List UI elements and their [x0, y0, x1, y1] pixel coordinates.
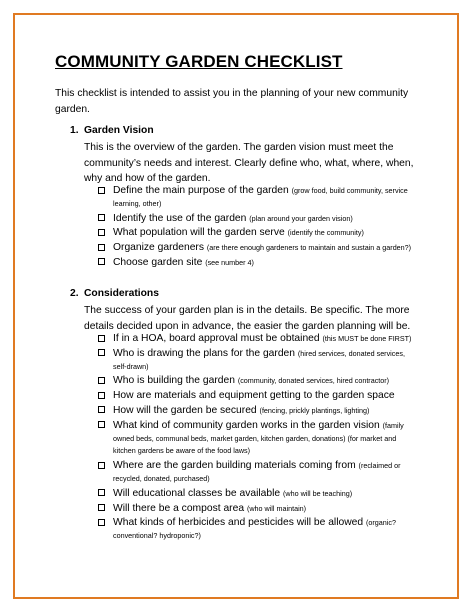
checkbox-icon[interactable] [98, 462, 105, 469]
item-note: (organic? conventional? hydroponic?) [113, 518, 396, 541]
checklist-item [98, 348, 418, 374]
item-text: Where are the garden building materials coming from [113, 460, 356, 472]
checklist-item [98, 375, 418, 388]
checkbox-icon[interactable] [98, 214, 105, 221]
checklist-item [98, 460, 418, 486]
item-text: Choose garden site [113, 256, 203, 268]
item-text: If in a HOA, board approval must be obtained [113, 333, 320, 344]
item-text: Organize gardeners [113, 242, 205, 254]
section-heading-considerations [70, 288, 159, 299]
checklist-item [98, 242, 418, 255]
item-note: (hired services, donated services, self-drawn) [113, 348, 405, 371]
checkbox-icon[interactable] [98, 519, 105, 526]
item-text: Will educational classes be available [113, 487, 281, 499]
checkbox-icon[interactable] [98, 349, 105, 356]
checklist-item [98, 488, 418, 501]
checkbox-icon[interactable] [98, 258, 105, 265]
checkbox-icon[interactable] [98, 377, 105, 384]
checklist-item [98, 227, 418, 240]
item-note: (grow food, build community, service learning, other) [113, 186, 408, 208]
checklist-item [98, 257, 418, 270]
item-note: (plan around your garden vision) [249, 213, 353, 223]
document-title: COMMUNITY GARDEN CHECKLIST [55, 52, 343, 71]
item-text: Will there be a compost area [113, 502, 245, 514]
item-note: (see number 4) [205, 257, 254, 267]
intro-paragraph: This checklist is intended to assist you in the planning of your new community garden. [55, 88, 409, 115]
checkbox-icon[interactable] [98, 187, 105, 194]
checklist-item [98, 517, 418, 543]
section-number: 2. [70, 288, 79, 299]
section-description-considerations: The success of your garden plan is in the details. Be specific. The more details decided upon in advance, the easier the garden planning will be. [84, 305, 411, 332]
item-text: Who is drawing the plans for the garden [113, 347, 296, 359]
section-number: 1. [70, 125, 79, 136]
item-text: What population will the garden serve [113, 227, 285, 239]
checklist-considerations [98, 333, 418, 545]
item-text: Who is building the garden [113, 375, 235, 387]
item-note: (community, donated services, hired contractor) [237, 376, 390, 386]
checkbox-icon[interactable] [98, 392, 105, 399]
checkbox-icon[interactable] [98, 244, 105, 251]
item-note: (reclaimed or recycled, donated, purchased) [113, 461, 401, 483]
checklist-garden-vision [98, 185, 418, 272]
item-text: What kinds of herbicides and pesticides will be allowed [113, 517, 364, 529]
section-heading-garden-vision [70, 125, 154, 136]
section-title: Considerations [84, 288, 159, 299]
item-note: (who will be teaching) [283, 488, 353, 498]
section-description-garden-vision: This is the overview of the garden. The garden vision must meet the community’s needs and interest. Clearly define who, what, where, when, why and how of the garden. [84, 142, 414, 184]
item-text: What kind of community garden works in the garden vision [113, 419, 380, 431]
checklist-item [98, 503, 418, 516]
checkbox-icon[interactable] [98, 504, 105, 511]
item-note: (fencing, prickly plantings, lighting) [259, 405, 370, 415]
checkbox-icon[interactable] [98, 421, 105, 428]
item-text: Define the main purpose of the garden [113, 185, 289, 196]
item-text: Identify the use of the garden [113, 212, 247, 224]
checklist-item [98, 213, 418, 226]
checklist-item [98, 185, 418, 211]
checklist-item [98, 390, 418, 403]
checkbox-icon[interactable] [98, 489, 105, 496]
item-text: How are materials and equipment getting to the garden space [113, 390, 395, 402]
checklist-item [98, 420, 418, 458]
item-note: (who will maintain) [246, 503, 307, 513]
checkbox-icon[interactable] [98, 229, 105, 236]
item-text: How will the garden be secured [113, 404, 257, 416]
checklist-item [98, 333, 418, 346]
item-note: (this MUST be done FIRST) [322, 334, 412, 343]
item-note: (are there enough gardeners to maintain and sustain a garden?) [206, 243, 412, 253]
item-note: (family owned beds, communal beds, market garden, kitchen garden, donations) (for market and kitchen gardens be aware of the food laws) [113, 420, 404, 456]
item-note: (identify the community) [287, 228, 364, 238]
section-title: Garden Vision [84, 125, 154, 136]
checkbox-icon[interactable] [98, 406, 105, 413]
checklist-item [98, 405, 418, 418]
checkbox-icon[interactable] [98, 335, 105, 342]
